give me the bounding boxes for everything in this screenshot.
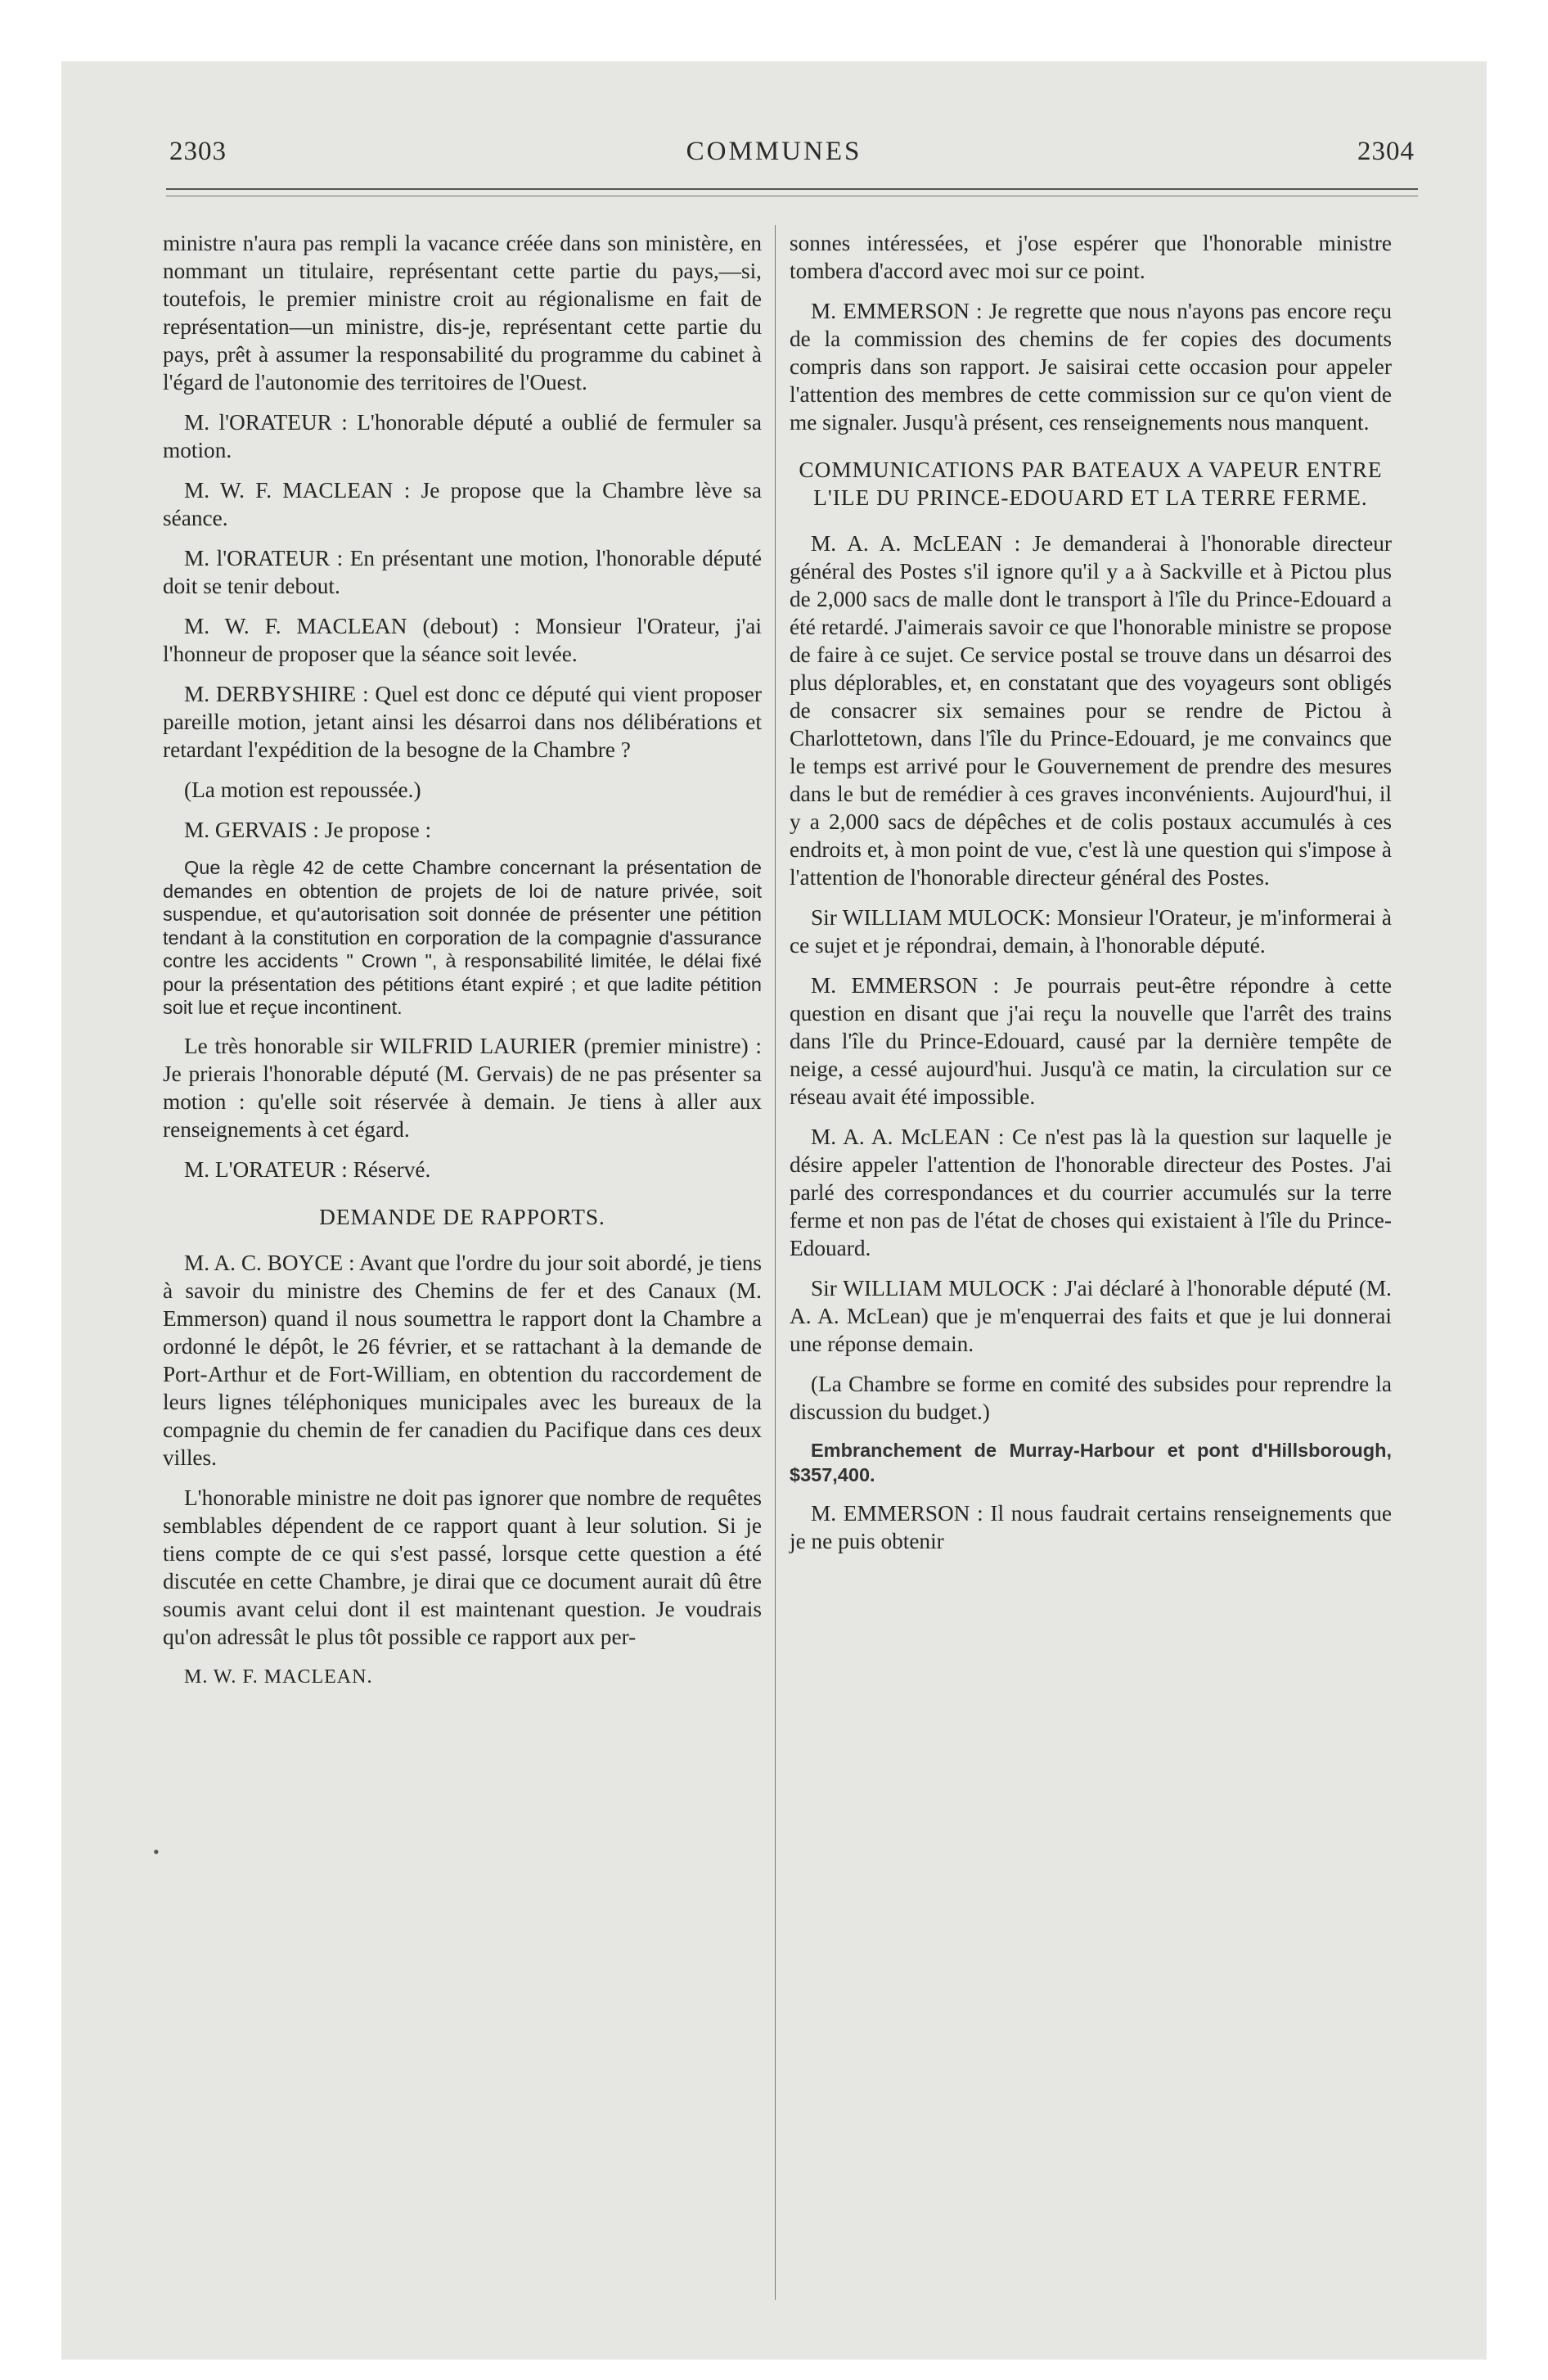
paragraph: M. DERBYSHIRE : Quel est donc ce député qui vient proposer pareille motion, jetant ainsi les désarroi dans nos délibérations et retardant l'expédition de la besogne de la Chambre ? [163,682,762,762]
paragraph: M. EMMERSON : Il nous faudrait certains renseignements que je ne puis obtenir [790,1501,1392,1553]
paragraph: M. A. A. McLEAN : Ce n'est pas là la question sur laquelle je désire appeler l'attention de l'honorable directeur des Postes. J'ai parlé des correspondances et du courrier accumulés sur la terre ferme et non pas de l'état de choses qui existaient à l'île du Prince-Edouard. [790,1125,1392,1260]
speaker-signature: M. W. F. MACLEAN. [184,1666,373,1688]
page-number-right: 2304 [1357,137,1415,166]
paragraph: M. W. F. MACLEAN (debout) : Monsieur l'Orateur, j'ai l'honneur de proposer que la séance soit levée. [163,614,762,666]
paragraph: M. l'ORATEUR : En présentant une motion, l'honorable député doit se tenir debout. [163,546,762,598]
paragraph: L'honorable ministre ne doit pas ignorer que nombre de requêtes semblables dépendent de ce rapport quant à leur solution. Si je tiens compte de ce qui s'est passé, lorsque cette question a été discutée en cette Chambre, je dirai que ce document aurait dû être soumis avant celui dont il est maintenant question. Je voudrais qu'on adressât le plus tôt possible ce rapport aux per- [163,1485,762,1649]
paragraph: M. A. A. McLEAN : Je demanderai à l'honorable directeur général des Postes s'il ignore qu'il y a à Sackville et à Pictou plus de 2,000 sacs de malle dont le transport à l'île du Prince-Edouard a été retardé. J'aimerais savoir ce que l'honorable ministre se propose de faire à ce sujet. Ce service postal se trouve dans un désarroi des plus déplorables, et, en constatant que des voyageurs sont obligés de consacrer six semaines pour se rendre de Pictou à Charlottetown, dans l'île du Prince-Edouard, je me convaincs que le temps est arrivé pour le Gouvernement de prendre des mesures dans le but de remédier à ces graves inconvénients. Aujourd'hui, il y a 2,000 sacs de dépêches et de colis postaux accumulés à ces endroits et, à mon point de vue, c'est là une question qui s'impose à l'attention de l'honorable directeur général des Postes. [790,531,1392,890]
paragraph: Sir WILLIAM MULOCK: Monsieur l'Orateur, je m'informerai à ce sujet et je répondrai, demain, à l'honorable député. [790,905,1392,958]
paragraph: M. l'ORATEUR : L'honorable député a oublié de fermuler sa motion. [163,410,762,462]
paragraph: M. EMMERSON : Je regrette que nous n'ayons pas encore reçu de la commission des chemins de fer copies des documents compris dans son rapport. Je saisirai cette occasion pour appeler l'attention des membres de cette commission sur ce qu'on vient de me signaler. Jusqu'à présent, ces renseignements nous manquent. [790,299,1392,435]
page-sheet [61,61,1487,2360]
section-heading: COMMUNICATIONS PAR BATEAUX A VAPEUR ENTRE L'ILE DU PRINCE-EDOUARD ET LA TERRE FERME. [799,458,1383,510]
paragraph: (La Chambre se forme en comité des subsides pour reprendre la discussion du budget.) [790,1372,1392,1424]
paragraph: ministre n'aura pas rempli la vacance créée dans son ministère, en nommant un titulaire, représentant cette partie du pays,—si, toutefois, le premier ministre croit au régionalisme en fait de représentation—un ministre, dis-je, représentant cette partie du pays, prêt à assumer la responsabilité du programme du cabinet à l'égard de l'autonomie des territoires de l'Ouest. [163,231,762,394]
paragraph: M. EMMERSON : Je pourrais peut-être répondre à cette question en disant que j'ai reçu la nouvelle que l'arrêt des trains dans l'île du Prince-Edouard, causé par la dernière tempête de neige, a cessé aujourd'hui. Jusqu'à ce matin, la circulation sur ce réseau avait été impossible. [790,973,1392,1109]
running-title: COMMUNES [686,137,862,166]
paragraph: Le très honorable sir WILFRID LAURIER (premier ministre) : Je prierais l'honorable député (M. Gervais) de ne pas présenter sa motion : qu'elle soit réservée à demain. Je tiens à aller aux renseignements à cet égard. [163,1033,762,1142]
header-rule [166,188,1418,190]
paragraph: Sir WILLIAM MULOCK : J'ai déclaré à l'honorable député (M. A. A. McLean) que je m'enquerrai des faits et que je lui donnerai une réponse demain. [790,1276,1392,1356]
paragraph: M. W. F. MACLEAN : Je propose que la Chambre lève sa séance. [163,478,762,530]
section-heading: DEMANDE DE RAPPORTS. [319,1204,605,1229]
paragraph: M. GERVAIS : Je propose : [184,818,432,842]
left-column [163,229,762,1703]
right-column [790,229,1392,1567]
column-divider [775,225,776,2300]
page-number-left: 2303 [169,137,227,166]
paragraph: (La motion est repoussée.) [184,778,421,802]
budget-item-heading: Embranchement de Murray-Harbour et pont d'Hillsborough, $357,400. [790,1440,1392,1485]
margin-mark: • [153,1841,160,1862]
paragraph: sonnes intéressées, et j'ose espérer que l'honorable ministre tombera d'accord avec moi sur ce point. [790,231,1392,283]
motion-text: Que la règle 42 de cette Chambre concernant la présentation de demandes en obtention de projets de loi de nature privée, soit suspendue, et qu'autorisation soit donnée de présenter une pétition tendant à la constitution en corporation de la compagnie d'assurance contre les accidents " Crown ", à responsabilité limitée, le délai fixé pour la présentation des pétitions étant expiré ; et que ladite pétition soit lue et reçue incontinent. [163,857,762,1018]
paragraph: M. L'ORATEUR : Réservé. [184,1156,431,1182]
paragraph: M. A. C. BOYCE : Avant que l'ordre du jour soit abordé, je tiens à savoir du ministre des Chemins de fer et des Canaux (M. Emmerson) quand il nous soumettra le rapport dont la Chambre a ordonné le dépôt, le 26 février, et se rattachant à la demande de Port-Arthur et de Fort-William, en obtention du raccordement de leurs lignes téléphoniques municipales avec les bureaux de la compagnie du chemin de fer canadien du Pacifique dans ces deux villes. [163,1250,762,1470]
